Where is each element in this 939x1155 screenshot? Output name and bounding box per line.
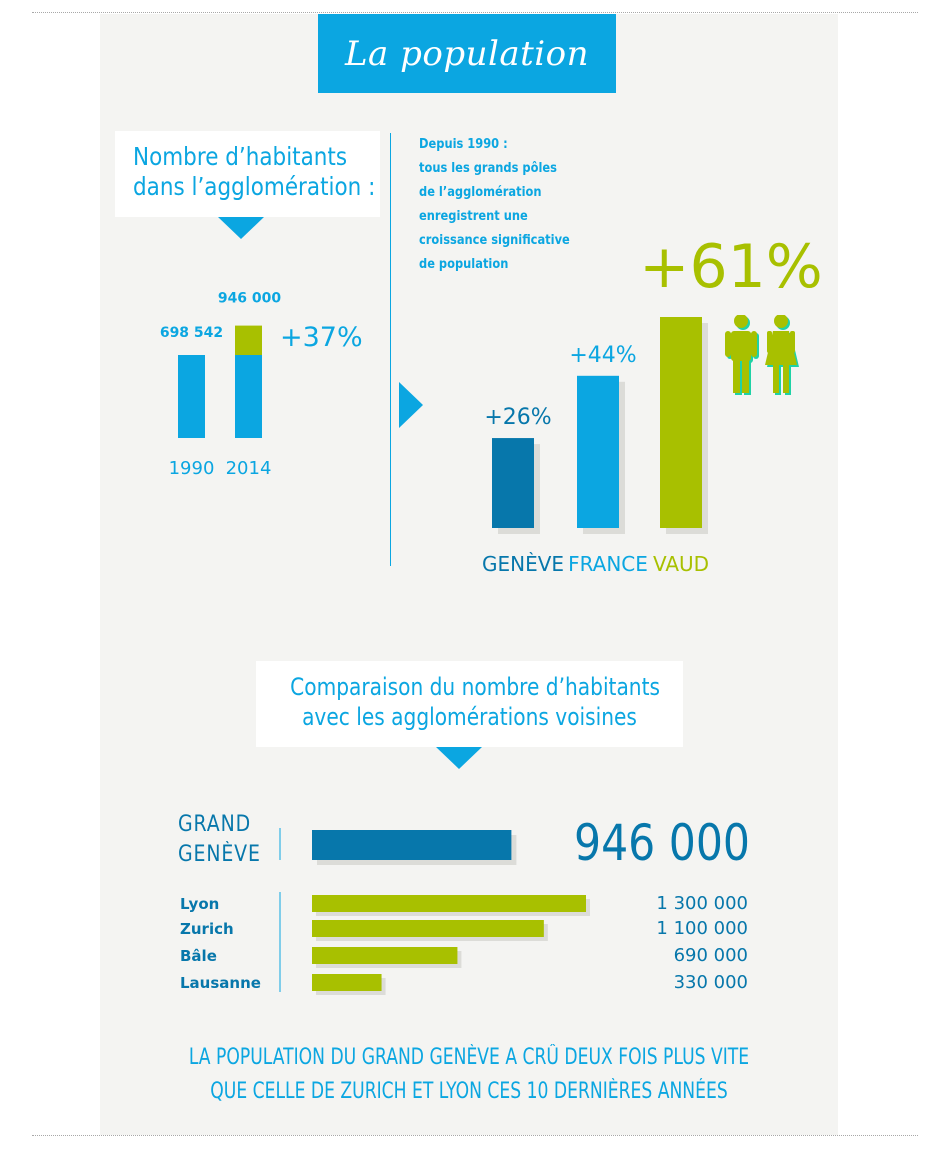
category-label-lausanne: Lausanne	[180, 974, 261, 992]
growth-label-37: +37%	[280, 322, 363, 353]
top-divider	[32, 12, 918, 13]
chart-population-1990-2014	[140, 270, 380, 490]
category-label-2014: 2014	[225, 458, 272, 479]
bar-1990	[178, 355, 205, 438]
chart-neighbour-agglomerations	[170, 800, 770, 1000]
value-label-lyon: 1 300 000	[656, 893, 748, 914]
value-label-zurich: 1 100 000	[656, 918, 748, 939]
value-label-vaud: +61%	[639, 232, 823, 302]
value-label-bale: 690 000	[673, 945, 748, 966]
section3-pointer	[436, 747, 482, 769]
category-label-lyon: Lyon	[180, 895, 220, 913]
value-label-1990: 698 542	[159, 325, 224, 341]
bar-2014-increase	[235, 326, 262, 355]
man-icon	[724, 315, 760, 397]
category-label-bale: Bâle	[180, 947, 217, 965]
note-line: de l’agglomération	[419, 185, 542, 200]
bar-geneve	[492, 438, 534, 528]
section1-heading-line1: Nombre d’habitants	[133, 142, 348, 171]
category-label-france: FRANCE	[568, 552, 648, 576]
value-label-lausanne: 330 000	[673, 972, 748, 993]
bar-lausanne	[312, 974, 382, 991]
value-label-france: +44%	[569, 342, 637, 368]
note-line: Depuis 1990 :	[419, 137, 508, 152]
vertical-divider	[390, 133, 391, 566]
section3-heading-line2: avec les agglomérations voisines	[302, 703, 637, 731]
category-label-geneve: GENÈVE	[481, 552, 565, 576]
bottom-divider	[32, 1135, 918, 1136]
bar-2014-base	[235, 355, 262, 438]
grand-geneve-label-line2: GENÈVE	[178, 842, 261, 867]
note-line: tous les grands pôles	[419, 161, 557, 176]
page-title: La population	[344, 33, 590, 74]
grand-geneve-label-line1: GRAND	[178, 812, 252, 837]
bar-bale	[312, 947, 457, 964]
bar-lyon	[312, 895, 586, 912]
section1-pointer	[218, 217, 264, 239]
category-label-zurich: Zurich	[180, 920, 234, 938]
value-label-2014: 946 000	[217, 290, 282, 307]
category-label-vaud: VAUD	[652, 552, 710, 576]
footer-line2: QUE CELLE DE ZURICH ET LYON CES 10 DERNIÈRES ANNÉES	[210, 1079, 728, 1104]
note-line: de population	[419, 257, 509, 272]
category-label-1990: 1990	[168, 458, 215, 479]
woman-icon	[764, 315, 802, 397]
value-label-grand-geneve: 946 000	[574, 814, 750, 872]
bar-grand-geneve	[312, 830, 511, 860]
footer-line1: LA POPULATION DU GRAND GENÈVE A CRÛ DEUX FOIS PLUS VITE	[188, 1045, 750, 1070]
arrow-right-icon	[399, 382, 423, 428]
bar-france	[577, 376, 619, 528]
title-banner	[318, 14, 616, 93]
section3-heading-line1: Comparaison du nombre d’habitants	[290, 673, 660, 701]
value-label-geneve: +26%	[484, 405, 552, 431]
note-line: croissance significative	[419, 233, 570, 248]
section1-heading-line2: dans l’agglomération :	[133, 172, 376, 201]
chart-growth-poles	[470, 220, 830, 590]
bar-zurich	[312, 920, 544, 937]
note-line: enregistrent une	[419, 209, 528, 224]
bar-vaud	[660, 317, 702, 528]
